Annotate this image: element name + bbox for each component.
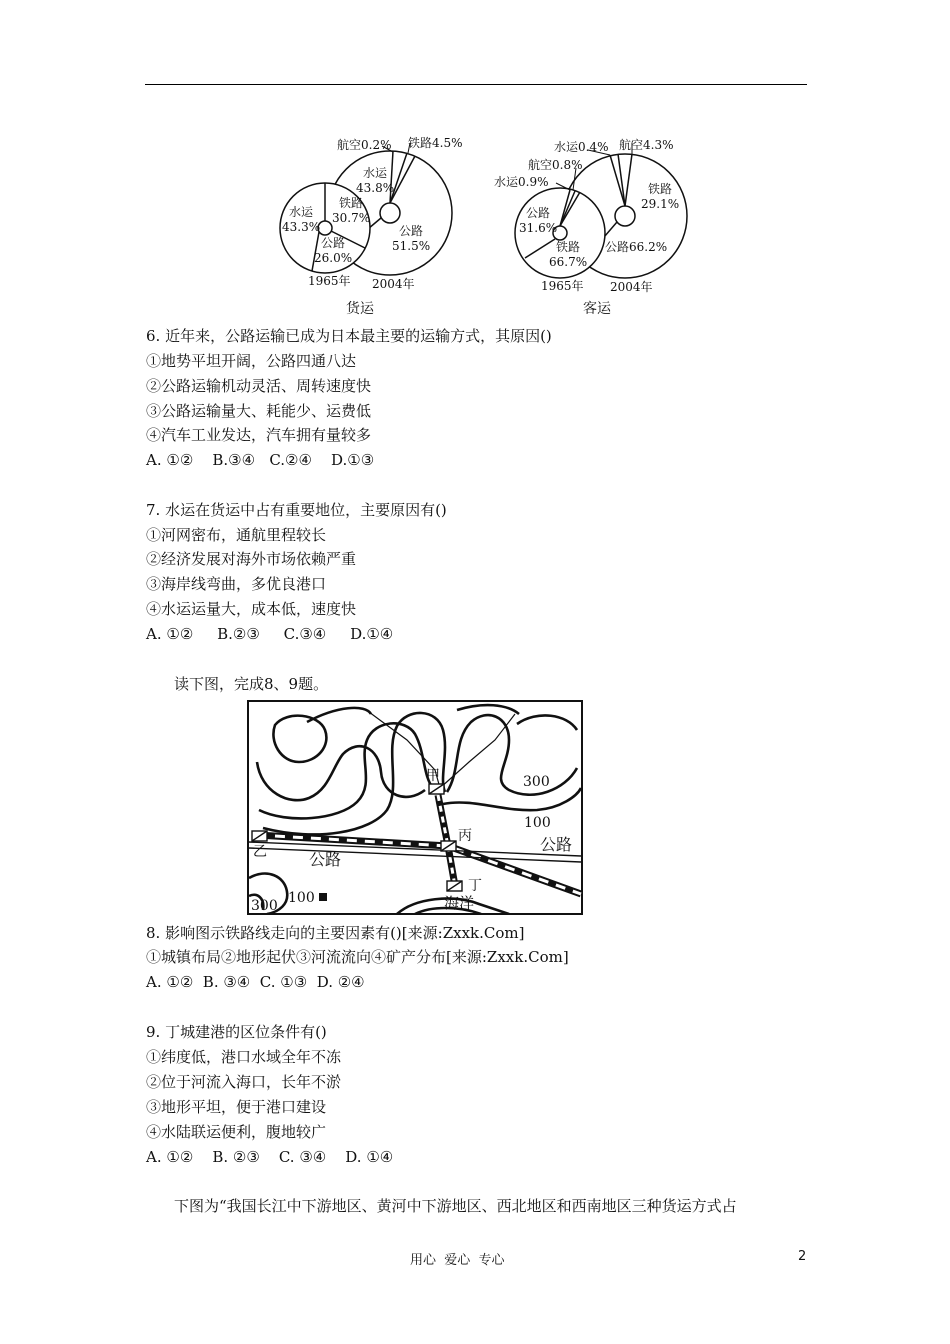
map-label-contour-300-bottom: 300 (251, 898, 278, 914)
q9-choices: A. ①② B. ②③ C. ③④ D. ①④ (146, 1148, 394, 1166)
q7-option-4: ④水运运量大，成本低，速度快 (146, 600, 357, 618)
freight-large-label-1: 铁路4.5% (408, 136, 463, 150)
map-label-road-left: 公路 (309, 850, 342, 869)
q7-option-3: ③海岸线弯曲，多优良港口 (146, 575, 327, 593)
page-number: 2 (798, 1249, 807, 1264)
freight-small-label-2: 公路 26.0% (314, 236, 353, 265)
q7-choices: A. ①② B.②③ C.③④ D.①④ (146, 625, 394, 643)
freight-small-label-1: 铁路 30.7% (332, 196, 371, 225)
freight-year-2004: 2004年 (372, 277, 415, 291)
map-label-ocean: 海洋 (444, 894, 475, 912)
passenger-large-label-2: 铁路 29.1% (641, 182, 680, 211)
map-label-road-right: 公路 (540, 835, 573, 854)
q6-option-2: ②公路运输机动灵活、周转速度快 (146, 377, 372, 395)
freight-title: 货运 (346, 301, 374, 317)
q9-option-3: ③地形平坦，便于港口建设 (146, 1098, 327, 1116)
q8-stem: 8. 影响图示铁路线走向的主要因素有()[来源:Zxxk.Com] (146, 924, 525, 942)
map-label-contour-300: 300 (523, 774, 550, 790)
passenger-large-label-0: 水运0.4% (554, 140, 609, 154)
q6-option-1: ①地势平坦开阔，公路四通八达 (146, 352, 357, 370)
q7-stem: 7. 水运在货运中占有重要地位，主要原因有() (146, 501, 447, 519)
mine-marker (319, 893, 327, 901)
map-label-bing: 丙 (458, 828, 472, 844)
q9-option-2: ②位于河流入海口，长年不淤 (146, 1073, 342, 1091)
map-label-contour-100: 100 (524, 815, 551, 831)
map-label-yi: 乙 (253, 844, 267, 860)
passenger-small-label-1: 航空0.8% (528, 158, 583, 172)
map-label-jia: 甲 (426, 768, 440, 784)
footer-motto: 用心 爱心 专心 (410, 1253, 505, 1268)
q8-options: ①城镇布局②地形起伏③河流流向④矿产分布[来源:Zxxk.Com] (146, 948, 569, 966)
passenger-year-2004: 2004年 (610, 280, 653, 294)
map-intro: 读下图，完成8、9题。 (174, 675, 329, 693)
q7-option-1: ①河网密布，通航里程较长 (146, 526, 327, 544)
freight-large-label-2: 水运 43.8% (356, 166, 395, 195)
map-label-ding: 丁 (468, 878, 482, 894)
passenger-large-label-3: 公路66.2% (605, 240, 668, 254)
passenger-small-label-3: 铁路 66.7% (549, 240, 588, 269)
passenger-large-label-1: 航空4.3% (619, 138, 674, 152)
freight-large-label-3: 公路 51.5% (392, 224, 431, 253)
passenger-small-label-0: 水运0.9% (494, 175, 549, 189)
q9-option-1: ①纬度低，港口水域全年不冻 (146, 1048, 342, 1066)
freight-large-label-0: 航空0.2% (337, 138, 392, 152)
q9-option-4: ④水陆联运便利，腹地较广 (146, 1123, 327, 1141)
freight-year-1965: 1965年 (308, 274, 351, 288)
next-section-intro: 下图为“我国长江中下游地区、黄河中下游地区、西北地区和西南地区三种货运方式占 (174, 1197, 737, 1215)
passenger-small-label-2: 公路 31.6% (519, 206, 558, 235)
q7-option-2: ②经济发展对海外市场依赖严重 (146, 550, 357, 568)
map-label-contour-100-bottom: 100 (288, 890, 315, 906)
q9-stem: 9. 丁城建港的区位条件有() (146, 1023, 327, 1041)
header-rule (145, 84, 807, 85)
q6-choices: A. ①② B.③④ C.②④ D.①③ (146, 451, 375, 469)
q6-stem: 6. 近年来，公路运输已成为日本最主要的运输方式，其原因() (146, 327, 552, 345)
contour-map (247, 700, 583, 915)
passenger-year-1965: 1965年 (541, 279, 584, 293)
passenger-title: 客运 (583, 301, 611, 317)
q6-option-4: ④汽车工业发达，汽车拥有量较多 (146, 426, 372, 444)
freight-small-label-0: 水运 43.3% (282, 205, 321, 234)
q8-choices: A. ①② B. ③④ C. ①③ D. ②④ (146, 973, 365, 991)
q6-option-3: ③公路运输量大、耗能少、运费低 (146, 402, 372, 420)
